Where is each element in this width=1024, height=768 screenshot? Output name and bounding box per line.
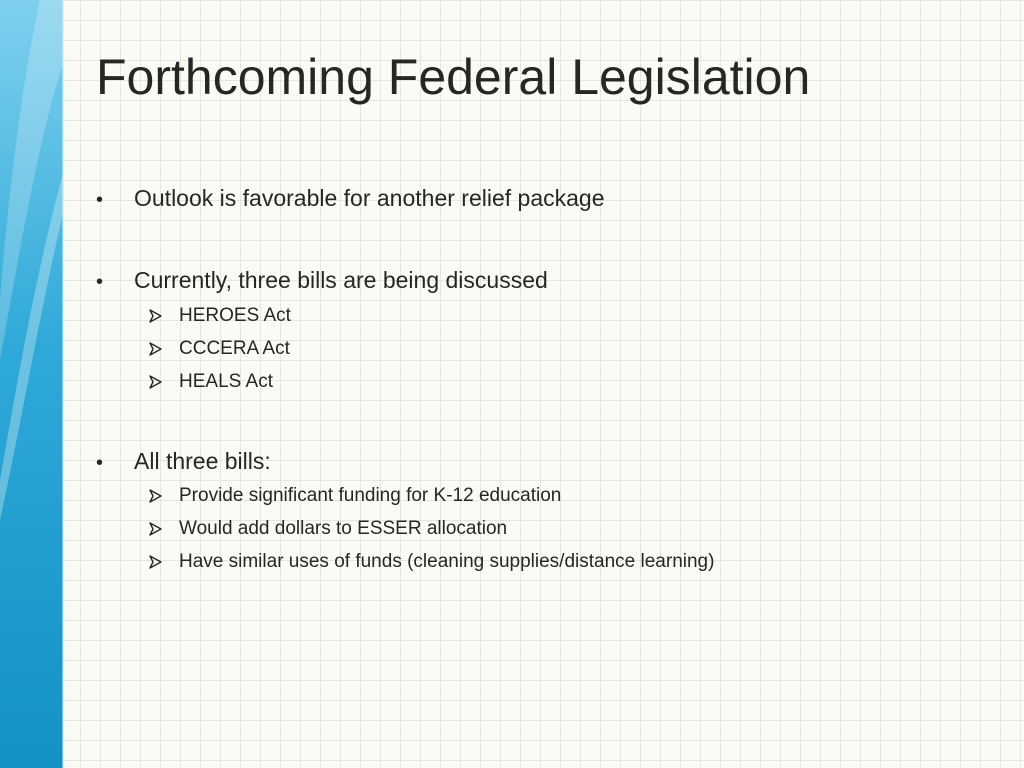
bullet-text: All three bills: (134, 448, 271, 474)
bullet-item-bills-discussed (96, 265, 548, 297)
bullet-item-all-three-bills (96, 446, 271, 478)
sub-item-text: Would add dollars to ESSER allocation (179, 518, 508, 539)
bullet-item-outlook (96, 183, 605, 215)
sub-item-text: Have similar uses of funds (cleaning supplies/distance learning) (179, 551, 715, 572)
bullet-text: Outlook is favorable for another relief package (134, 185, 605, 211)
sub-item-text: CCCERA Act (179, 338, 290, 359)
arrow-bullet-icon (148, 489, 179, 503)
sub-item-text: HEALS Act (179, 371, 273, 392)
sub-item-text: Provide significant funding for K-12 education (179, 485, 562, 506)
sub-item-esser-dollars (148, 516, 507, 542)
bullet-dot-icon: • (96, 189, 104, 211)
bullet-text: Currently, three bills are being discussed (134, 267, 548, 293)
slide-title: Forthcoming Federal Legislation (96, 49, 811, 105)
arrow-bullet-icon (148, 555, 179, 569)
arrow-bullet-icon (148, 309, 179, 323)
sub-item-uses-of-funds (148, 549, 714, 575)
bullet-dot-icon: • (96, 271, 104, 293)
sub-item-k12-funding (148, 483, 561, 509)
decorative-side-band (0, 0, 64, 768)
arrow-bullet-icon (148, 342, 179, 356)
sub-item-text: HEROES Act (179, 305, 291, 326)
bullet-dot-icon: • (96, 452, 104, 474)
arrow-bullet-icon (148, 375, 179, 389)
sub-item-cccera-act (148, 336, 290, 362)
sub-item-heals-act (148, 369, 273, 395)
sub-item-heroes-act (148, 303, 291, 329)
arrow-bullet-icon (148, 522, 179, 536)
